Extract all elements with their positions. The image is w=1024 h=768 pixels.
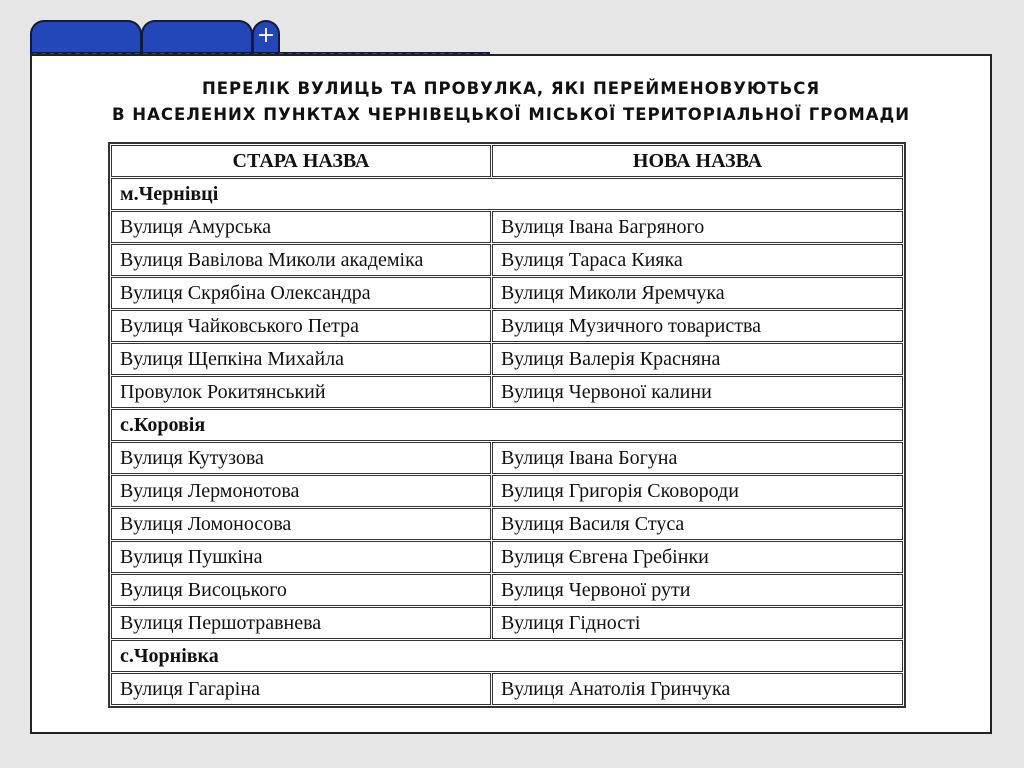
old-name-cell: Вулиця Ломоносова bbox=[111, 508, 491, 540]
old-name-cell: Вулиця Кутузова bbox=[111, 442, 491, 474]
new-name-cell: Вулиця Івана Багряного bbox=[492, 211, 903, 243]
new-name-cell: Вулиця Музичного товариства bbox=[492, 310, 903, 342]
table-row bbox=[111, 508, 903, 540]
old-name-cell: Вулиця Пушкіна bbox=[111, 541, 491, 573]
new-name-cell: Вулиця Анатолія Гринчука bbox=[492, 673, 903, 705]
new-name-cell: Вулиця Івана Богуна bbox=[492, 442, 903, 474]
new-name-cell: Вулиця Червоної калини bbox=[492, 376, 903, 408]
new-name-cell: Вулиця Тараса Кияка bbox=[492, 244, 903, 276]
table-row bbox=[111, 673, 903, 705]
table-row bbox=[111, 574, 903, 606]
document-title bbox=[32, 76, 990, 128]
table-row bbox=[111, 310, 903, 342]
document-sheet bbox=[30, 54, 992, 734]
section-label: с.Чорнівка bbox=[111, 640, 903, 672]
old-name-cell: Вулиця Вавілова Миколи академіка bbox=[111, 244, 491, 276]
old-name-cell: Вулиця Лермонотова bbox=[111, 475, 491, 507]
section-label: м.Чернівці bbox=[111, 178, 903, 210]
old-name-cell: Вулиця Амурська bbox=[111, 211, 491, 243]
header-old-name: СТАРА НАЗВА bbox=[111, 145, 491, 177]
street-rename-table bbox=[108, 142, 906, 708]
title-line-2: В НАСЕЛЕНИХ ПУНКТАХ ЧЕРНІВЕЦЬКОЇ МІСЬКОЇ ТЕРИТОРІАЛЬНОЇ ГРОМАДИ bbox=[111, 105, 911, 124]
old-name-cell: Вулиця Гагаріна bbox=[111, 673, 491, 705]
old-name-cell: Вулиця Першотравнева bbox=[111, 607, 491, 639]
table-row bbox=[111, 211, 903, 243]
table-row bbox=[111, 343, 903, 375]
add-tab-button[interactable] bbox=[252, 20, 280, 52]
tab-1[interactable] bbox=[30, 20, 142, 56]
table-row bbox=[111, 607, 903, 639]
table-row bbox=[111, 277, 903, 309]
old-name-cell: Провулок Рокитянський bbox=[111, 376, 491, 408]
section-label: с.Коровія bbox=[111, 409, 903, 441]
table-row bbox=[111, 244, 903, 276]
table-row bbox=[111, 475, 903, 507]
title-line-1: ПЕРЕЛІК ВУЛИЦЬ ТА ПРОВУЛКА, ЯКІ ПЕРЕЙМЕНОВУЮТЬСЯ bbox=[201, 79, 821, 98]
new-name-cell: Вулиця Євгена Гребінки bbox=[492, 541, 903, 573]
new-name-cell: Вулиця Червоної рути bbox=[492, 574, 903, 606]
section-row bbox=[111, 409, 903, 441]
table-row bbox=[111, 376, 903, 408]
new-name-cell: Вулиця Василя Стуса bbox=[492, 508, 903, 540]
header-new-name: НОВА НАЗВА bbox=[492, 145, 903, 177]
table-row bbox=[111, 541, 903, 573]
table-header-row bbox=[111, 145, 903, 177]
old-name-cell: Вулиця Щепкіна Михайла bbox=[111, 343, 491, 375]
section-row bbox=[111, 178, 903, 210]
table-row bbox=[111, 442, 903, 474]
new-name-cell: Вулиця Миколи Яремчука bbox=[492, 277, 903, 309]
section-row bbox=[111, 640, 903, 672]
tab-2[interactable] bbox=[141, 20, 253, 56]
plus-icon: + bbox=[256, 23, 276, 48]
old-name-cell: Вулиця Висоцького bbox=[111, 574, 491, 606]
new-name-cell: Вулиця Григорія Сковороди bbox=[492, 475, 903, 507]
old-name-cell: Вулиця Скрябіна Олександра bbox=[111, 277, 491, 309]
new-name-cell: Вулиця Гідності bbox=[492, 607, 903, 639]
new-name-cell: Вулиця Валерія Красняна bbox=[492, 343, 903, 375]
old-name-cell: Вулиця Чайковського Петра bbox=[111, 310, 491, 342]
